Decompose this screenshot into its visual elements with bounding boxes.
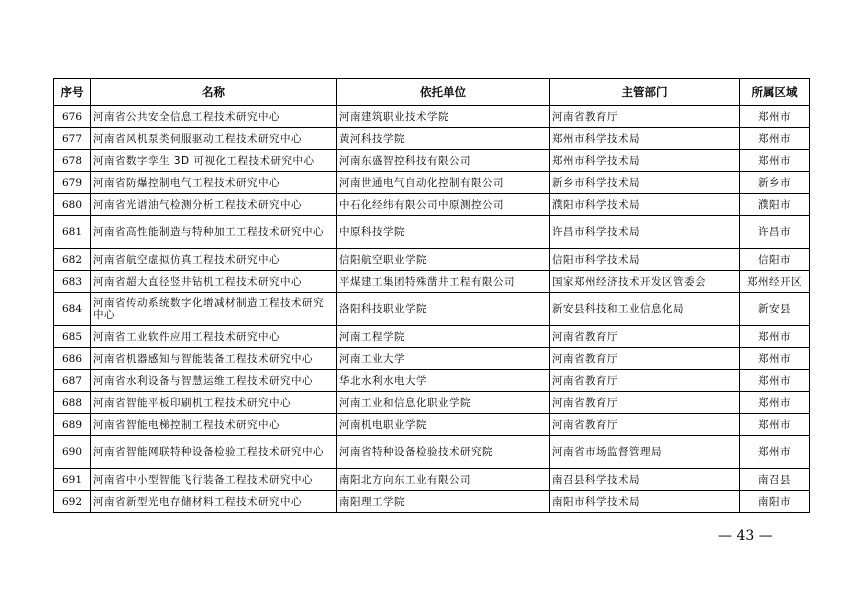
region-cell: 濮阳市 — [740, 194, 810, 216]
center-name-cell: 河南省中小型智能飞行装备工程技术研究中心 — [91, 469, 337, 491]
row-number-cell: 679 — [54, 172, 91, 194]
region-cell: 郑州经开区 — [740, 271, 810, 293]
host-unit-cell: 信阳航空职业学院 — [337, 249, 550, 271]
row-number-cell: 691 — [54, 469, 91, 491]
table-row — [54, 194, 810, 216]
host-unit-cell: 河南省特种设备检验技术研究院 — [337, 436, 550, 469]
row-number-cell: 677 — [54, 128, 91, 150]
center-name-cell: 河南省风机泵类伺服驱动工程技术研究中心 — [91, 128, 337, 150]
table-row — [54, 348, 810, 370]
row-number-cell: 685 — [54, 326, 91, 348]
supervising-dept-cell: 濮阳市科学技术局 — [550, 194, 740, 216]
row-number-cell: 687 — [54, 370, 91, 392]
header-no: 序号 — [54, 79, 91, 106]
center-name-cell: 河南省水利设备与智慧运维工程技术研究中心 — [91, 370, 337, 392]
host-unit-cell: 河南工程学院 — [337, 326, 550, 348]
supervising-dept-cell: 河南省教育厅 — [550, 392, 740, 414]
table-row — [54, 249, 810, 271]
center-name-cell: 河南省防爆控制电气工程技术研究中心 — [91, 172, 337, 194]
host-unit-cell: 河南建筑职业技术学院 — [337, 106, 550, 128]
center-name-cell: 河南省航空虚拟仿真工程技术研究中心 — [91, 249, 337, 271]
header-name: 名称 — [91, 79, 337, 106]
region-cell: 郑州市 — [740, 150, 810, 172]
host-unit-cell: 河南机电职业学院 — [337, 414, 550, 436]
row-number-cell: 686 — [54, 348, 91, 370]
region-cell: 郑州市 — [740, 436, 810, 469]
table-row — [54, 172, 810, 194]
row-number-cell: 681 — [54, 216, 91, 249]
region-cell: 郑州市 — [740, 106, 810, 128]
header-dept: 主管部门 — [550, 79, 740, 106]
table-row — [54, 326, 810, 348]
header-region: 所属区域 — [740, 79, 810, 106]
center-name-cell: 河南省智能电梯控制工程技术研究中心 — [91, 414, 337, 436]
region-cell: 南召县 — [740, 469, 810, 491]
table-row — [54, 491, 810, 513]
row-number-cell: 683 — [54, 271, 91, 293]
supervising-dept-cell: 许昌市科学技术局 — [550, 216, 740, 249]
center-name-cell: 河南省机器感知与智能装备工程技术研究中心 — [91, 348, 337, 370]
center-name-cell: 河南省智能网联特种设备检验工程技术研究中心 — [91, 436, 337, 469]
host-unit-cell: 河南工业大学 — [337, 348, 550, 370]
supervising-dept-cell: 新乡市科学技术局 — [550, 172, 740, 194]
row-number-cell: 689 — [54, 414, 91, 436]
region-cell: 郑州市 — [740, 392, 810, 414]
supervising-dept-cell: 南召县科学技术局 — [550, 469, 740, 491]
supervising-dept-cell: 河南省教育厅 — [550, 370, 740, 392]
region-cell: 新乡市 — [740, 172, 810, 194]
region-cell: 郑州市 — [740, 348, 810, 370]
table-row — [54, 293, 810, 326]
center-name-cell: 河南省新型光电存储材料工程技术研究中心 — [91, 491, 337, 513]
table-row — [54, 216, 810, 249]
region-cell: 郑州市 — [740, 128, 810, 150]
table-row — [54, 106, 810, 128]
host-unit-cell: 华北水利水电大学 — [337, 370, 550, 392]
row-number-cell: 690 — [54, 436, 91, 469]
region-cell: 郑州市 — [740, 370, 810, 392]
host-unit-cell: 南阳理工学院 — [337, 491, 550, 513]
host-unit-cell: 河南世通电气自动化控制有限公司 — [337, 172, 550, 194]
region-cell: 许昌市 — [740, 216, 810, 249]
supervising-dept-cell: 河南省教育厅 — [550, 348, 740, 370]
host-unit-cell: 河南东盛智控科技有限公司 — [337, 150, 550, 172]
row-number-cell: 688 — [54, 392, 91, 414]
supervising-dept-cell: 河南省教育厅 — [550, 106, 740, 128]
host-unit-cell: 中原科技学院 — [337, 216, 550, 249]
supervising-dept-cell: 新安县科技和工业信息化局 — [550, 293, 740, 326]
host-unit-cell: 中石化经纬有限公司中原测控公司 — [337, 194, 550, 216]
center-name-cell: 河南省智能平板印刷机工程技术研究中心 — [91, 392, 337, 414]
header-unit: 依托单位 — [337, 79, 550, 106]
supervising-dept-cell: 南阳市科学技术局 — [550, 491, 740, 513]
center-name-cell: 河南省传动系统数字化增减材制造工程技术研究中心 — [91, 293, 337, 326]
supervising-dept-cell: 河南省教育厅 — [550, 326, 740, 348]
region-cell: 郑州市 — [740, 326, 810, 348]
region-cell: 郑州市 — [740, 414, 810, 436]
host-unit-cell: 河南工业和信息化职业学院 — [337, 392, 550, 414]
table-row — [54, 414, 810, 436]
host-unit-cell: 平煤建工集团特殊凿井工程有限公司 — [337, 271, 550, 293]
host-unit-cell: 黄河科技学院 — [337, 128, 550, 150]
row-number-cell: 684 — [54, 293, 91, 326]
table-row — [54, 370, 810, 392]
institution-table — [53, 78, 810, 513]
row-number-cell: 682 — [54, 249, 91, 271]
table-row — [54, 436, 810, 469]
host-unit-cell: 洛阳科技职业学院 — [337, 293, 550, 326]
table-row — [54, 271, 810, 293]
supervising-dept-cell: 河南省教育厅 — [550, 414, 740, 436]
supervising-dept-cell: 国家郑州经济技术开发区管委会 — [550, 271, 740, 293]
supervising-dept-cell: 信阳市科学技术局 — [550, 249, 740, 271]
row-number-cell: 680 — [54, 194, 91, 216]
row-number-cell: 678 — [54, 150, 91, 172]
center-name-cell: 河南省高性能制造与特种加工工程技术研究中心 — [91, 216, 337, 249]
table-row — [54, 392, 810, 414]
row-number-cell: 692 — [54, 491, 91, 513]
region-cell: 南阳市 — [740, 491, 810, 513]
center-name-cell: 河南省超大直径竖井钻机工程技术研究中心 — [91, 271, 337, 293]
center-name-cell: 河南省公共安全信息工程技术研究中心 — [91, 106, 337, 128]
table-row — [54, 469, 810, 491]
table-body — [54, 106, 810, 513]
page-number: — 43 — — [718, 528, 773, 544]
center-name-cell: 河南省工业软件应用工程技术研究中心 — [91, 326, 337, 348]
supervising-dept-cell: 郑州市科学技术局 — [550, 150, 740, 172]
region-cell: 新安县 — [740, 293, 810, 326]
table-header-row — [54, 79, 810, 106]
supervising-dept-cell: 郑州市科学技术局 — [550, 128, 740, 150]
supervising-dept-cell: 河南省市场监督管理局 — [550, 436, 740, 469]
center-name-cell: 河南省数字孪生 3D 可视化工程技术研究中心 — [91, 150, 337, 172]
table-row — [54, 150, 810, 172]
table-row — [54, 128, 810, 150]
row-number-cell: 676 — [54, 106, 91, 128]
center-name-cell: 河南省光谱油气检测分析工程技术研究中心 — [91, 194, 337, 216]
region-cell: 信阳市 — [740, 249, 810, 271]
host-unit-cell: 南阳北方向东工业有限公司 — [337, 469, 550, 491]
